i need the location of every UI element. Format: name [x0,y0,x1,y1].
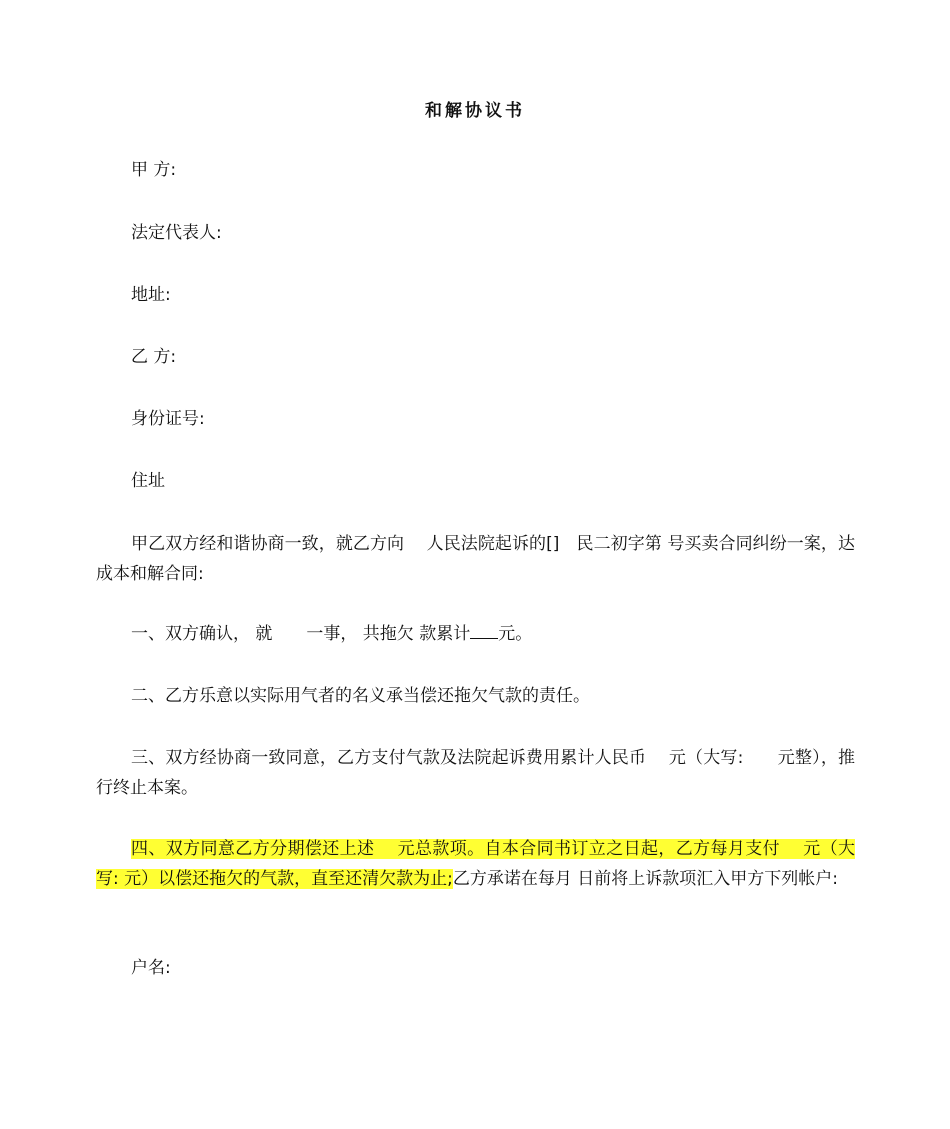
clause-2: 二、乙方乐意以实际用气者的名义承当偿还拖欠气款的责任。 [131,686,590,706]
legal-rep-field: 法定代表人: [131,223,222,243]
party-b-field: 乙 方: [131,347,177,367]
clause-1 [96,619,855,649]
clause-4-continuation: 乙方承诺在每月 日前将上诉款项汇入甲方下列帐户: [452,869,838,889]
highlighted-text: 四、双方同意乙方分期偿还上述 元总款项。自本合同书订立之日起，乙方每月支付 元（大写: 元）以偿还拖欠的气款，直至还清欠款为止; [96,839,855,889]
document-title: 和解协议书 [425,101,525,121]
residence-field: 住址 [131,471,165,491]
clause-1-text: 一、双方确认， 就 一事， 共拖欠 款累计 [131,624,471,644]
party-a-field: 甲 方: [131,160,177,180]
id-number-field: 身份证号: [131,409,205,429]
account-name-field: 户名: [131,958,171,978]
clause-4 [96,834,855,894]
address-field: 地址: [131,285,171,305]
amount-blank [470,624,498,639]
intro-paragraph: 甲乙双方经和谐协商一致，就乙方向 人民法院起诉的[] 民二初字第 号买卖合同纠纷一案，达成本和解合同: [96,534,855,584]
clause-3: 三、双方经协商一致同意，乙方支付气款及法院起诉费用累计人民币 元（大写: 元整），推行终止本案。 [96,748,855,798]
clause-1-suffix: 元。 [498,624,533,644]
